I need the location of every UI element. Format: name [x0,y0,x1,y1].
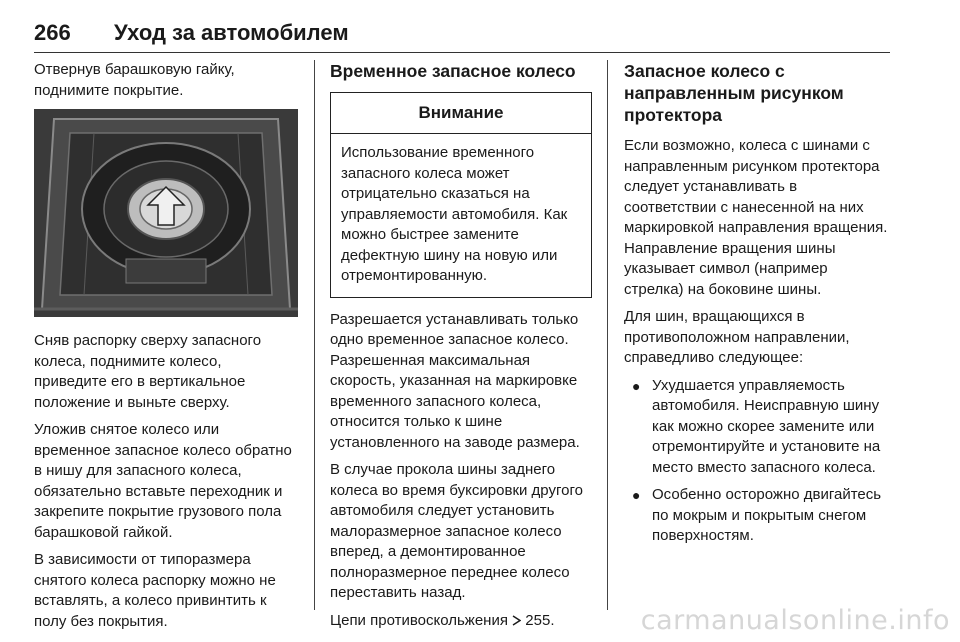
bullet-list [624,376,890,547]
paragraph: Уложив снятое колесо или временное запасное колесо обратно в нишу для запасного колеса, обязательно вставьте переходник и закрепите покрытие грузового пола барашковой гайкой. [34,421,292,541]
column-divider [607,60,608,610]
bullet-icon: ● [632,487,641,503]
watermark: carmanualsonline.info [640,605,950,636]
list-item [624,485,890,547]
bullet-icon: ● [632,377,641,394]
cross-reference-paragraph [330,611,592,632]
page-header [34,18,890,53]
cross-reference-link[interactable]: 255. [525,611,555,629]
spare-wheel-well-illustration [34,109,298,317]
column-3 [624,60,890,554]
chapter-title: Уход за автомобилем [114,20,349,45]
warning-text: Использование временного запасного колеса может отрицательно сказаться на управляемости автомобиля. Как можно быстрее замените дефектную шину на новую или отремонтированную. [341,144,568,284]
column-1 [34,60,298,639]
paragraph: Отвернув барашковую гайку, поднимите покрытие. [34,61,235,99]
paragraph: В зависимости от типоразмера снятого колеса распорку можно не вставлять, а колесо привинтить к полу без покрытия. [34,551,276,630]
column-divider [314,60,315,610]
page-number: 266 [34,20,71,45]
warning-box [330,92,592,298]
column-2 [330,60,592,638]
section-heading: Запасное колесо с направленным рисунком протектора [624,61,844,125]
list-item-text: Ухудшается управляемость автомобиля. Неисправную шину как можно скорее замените или отремонтируйте и установите на место вместо запасного колеса. [652,376,881,476]
paragraph: В случае прокола шины заднего колеса во время буксировки другого автомобиля следует установить малоразмерное запасное колесо вперед, а демонтированное полноразмерное переднее колесо переставить назад. [330,461,583,601]
warning-title: Внимание [331,93,591,134]
section-heading: Временное запасное колесо [330,61,576,81]
list-item [624,376,890,479]
paragraph: Для шин, вращающихся в противоположном направлении, справедливо следующее: [624,308,850,366]
paragraph: Если возможно, колеса с шинами с направленным рисунком протектора следует устанавливать в соответствии с нанесенной на них маркировкой направления вращения. Направление вращения шины указывает символ (например стрелка) на боковине шины. [624,137,888,298]
paragraph: Сняв распорку сверху запасного колеса, поднимите колесо, приведите его в вертикальное положение и выньте сверху. [34,332,262,411]
paragraph: Разрешается устанавливать только одно временное запасное колесо. Разрешенная максимальная скорость, указанная на маркировке временного запасного колеса, относится только к шине установленного на заводе размера. [330,310,580,451]
list-item-text: Особенно осторожно двигайтесь по мокрым и покрытым снегом поверхностям. [652,486,882,544]
page-reference-icon [512,615,521,626]
cross-reference-text: Цепи противоскольжения [330,611,508,629]
